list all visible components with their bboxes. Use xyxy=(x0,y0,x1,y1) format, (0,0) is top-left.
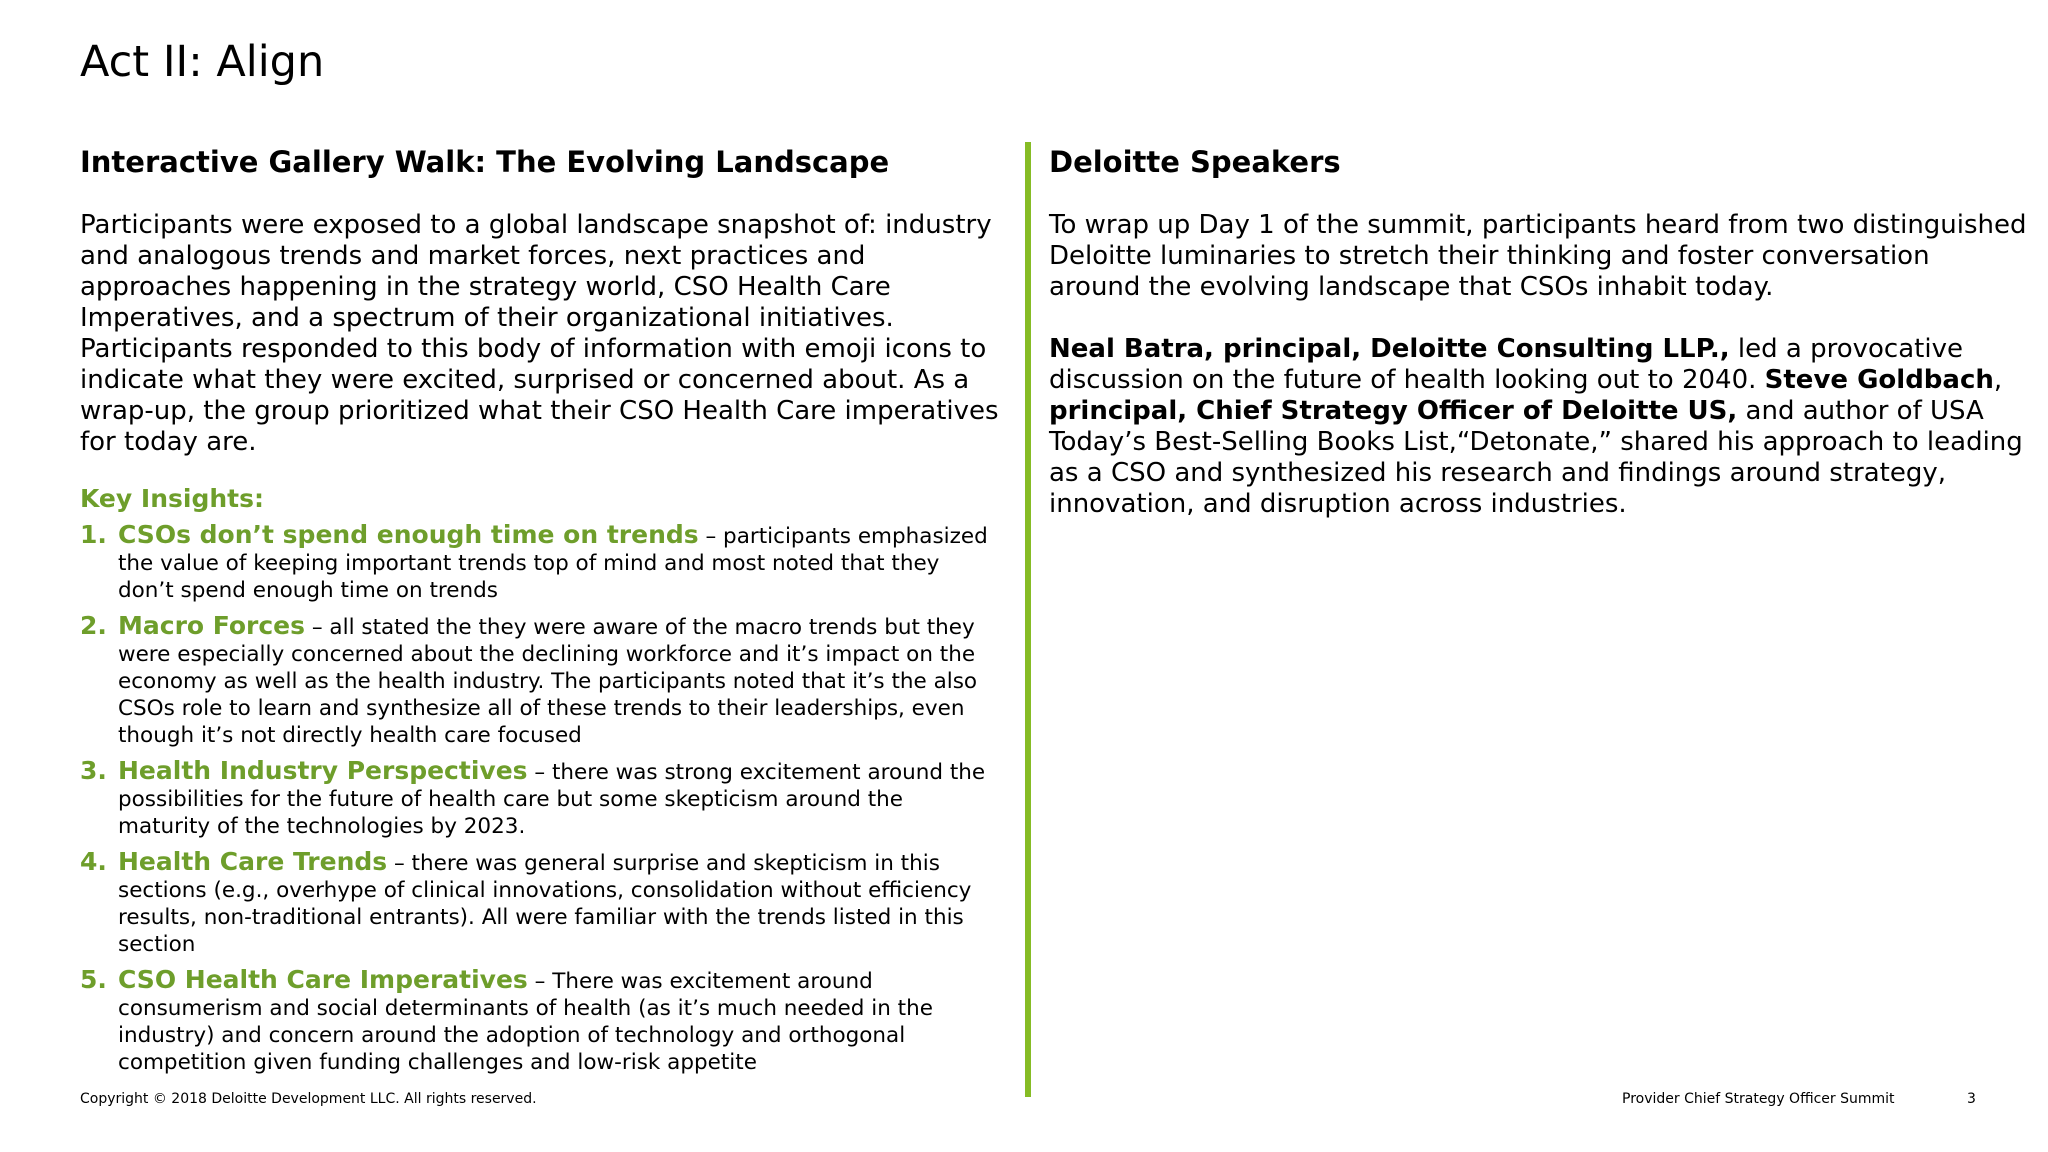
copyright-footer: Copyright © 2018 Deloitte Development LLC. All rights reserved. xyxy=(80,1091,537,1107)
insight-body: – participants emphasized the value of keeping important trends top of mind and most noted that they don’t spend enough time on trends xyxy=(118,524,988,603)
insight-title: Macro Forces xyxy=(118,611,305,640)
key-insights-list xyxy=(80,519,1000,1076)
key-insights-heading: Key Insights: xyxy=(80,484,264,513)
insight-number: 3. xyxy=(80,756,107,785)
insight-number: 2. xyxy=(80,611,107,640)
event-name-footer: Provider Chief Strategy Officer Summit xyxy=(1622,1091,1895,1107)
insight-title: CSO Health Care Imperatives xyxy=(118,965,528,994)
insight-title: Health Industry Perspectives xyxy=(118,756,528,785)
column-divider xyxy=(1025,142,1031,1097)
insight-number: 5. xyxy=(80,965,107,994)
left-column-heading: Interactive Gallery Walk: The Evolving Landscape xyxy=(80,145,890,179)
insight-title: Health Care Trends xyxy=(118,847,388,876)
insight-title: CSOs don’t spend enough time on trends xyxy=(118,520,699,549)
right-column-heading: Deloitte Speakers xyxy=(1049,145,1341,179)
speaker-steve-goldbach: Steve Goldbach xyxy=(1764,365,1994,395)
insight-body: – there was strong excitement around the possibilities for the future of health care but some skepticism around the maturity of the technologies by 2023. xyxy=(118,760,986,839)
insight-item xyxy=(80,964,1000,1076)
insight-number: 4. xyxy=(80,847,107,876)
right-column xyxy=(1049,210,2029,520)
speaker-steve-goldbach-title: principal, Chief Strategy Officer of Deloitte US, xyxy=(1049,396,1738,426)
speaker-steve-goldbach-description: and author of USA Today’s Best-Selling Books List,“Detonate,” shared his approach to leading as a CSO and synthesized his research and findings around strategy, innovation, and disruption across industries. xyxy=(1049,396,2023,519)
insight-item xyxy=(80,519,1000,604)
left-column xyxy=(80,210,1000,1082)
speakers-paragraph xyxy=(1049,334,2029,520)
punctuation-comma: , xyxy=(1993,365,2003,395)
insight-body: – There was excitement around consumerism and social determinants of health (as it’s much needed in the industry) and concern around the adoption of technology and orthogonal competition given funding challenges and low-risk appetite xyxy=(118,969,933,1075)
speaker-neal-batra: Neal Batra, principal, Deloitte Consulting LLP., xyxy=(1049,334,1730,364)
insight-body: – there was general surprise and skepticism in this sections (e.g., overhype of clinical innovations, consolidation without efficiency results, non-traditional entrants). All were familiar with the trends listed in this section xyxy=(118,851,972,957)
speaker-neal-batra-description: led a provocative discussion on the future of health looking out to 2040. xyxy=(1049,334,1963,395)
insight-number: 1. xyxy=(80,520,107,549)
insight-item xyxy=(80,846,1000,958)
insight-body: – all stated the they were aware of the macro trends but they were especially concerned about the declining workforce and it’s impact on the economy as well as the health industry. The participants noted that it’s the also CSOs role to learn and synthesize all of these trends to their leaderships, even though it’s not directly health care focused xyxy=(118,615,978,748)
gallery-walk-intro: Participants were exposed to a global landscape snapshot of: industry and analogous trends and market forces, next practices and approaches happening in the strategy world, CSO Health Care Imperatives, and a spectrum of their organizational initiatives. Participants responded to this body of information with emoji icons to indicate what they were excited, surprised or concerned about. As a wrap-up, the group prioritized what their CSO Health Care imperatives for today are. xyxy=(80,210,999,457)
page-number: 3 xyxy=(1967,1091,1976,1107)
slide-title: Act II: Align xyxy=(80,37,325,87)
speakers-intro: To wrap up Day 1 of the summit, participants heard from two distinguished Deloitte luminaries to stretch their thinking and foster conversation around the evolving landscape that CSOs inhabit today. xyxy=(1049,210,2027,302)
insight-item xyxy=(80,610,1000,749)
insight-item xyxy=(80,755,1000,840)
